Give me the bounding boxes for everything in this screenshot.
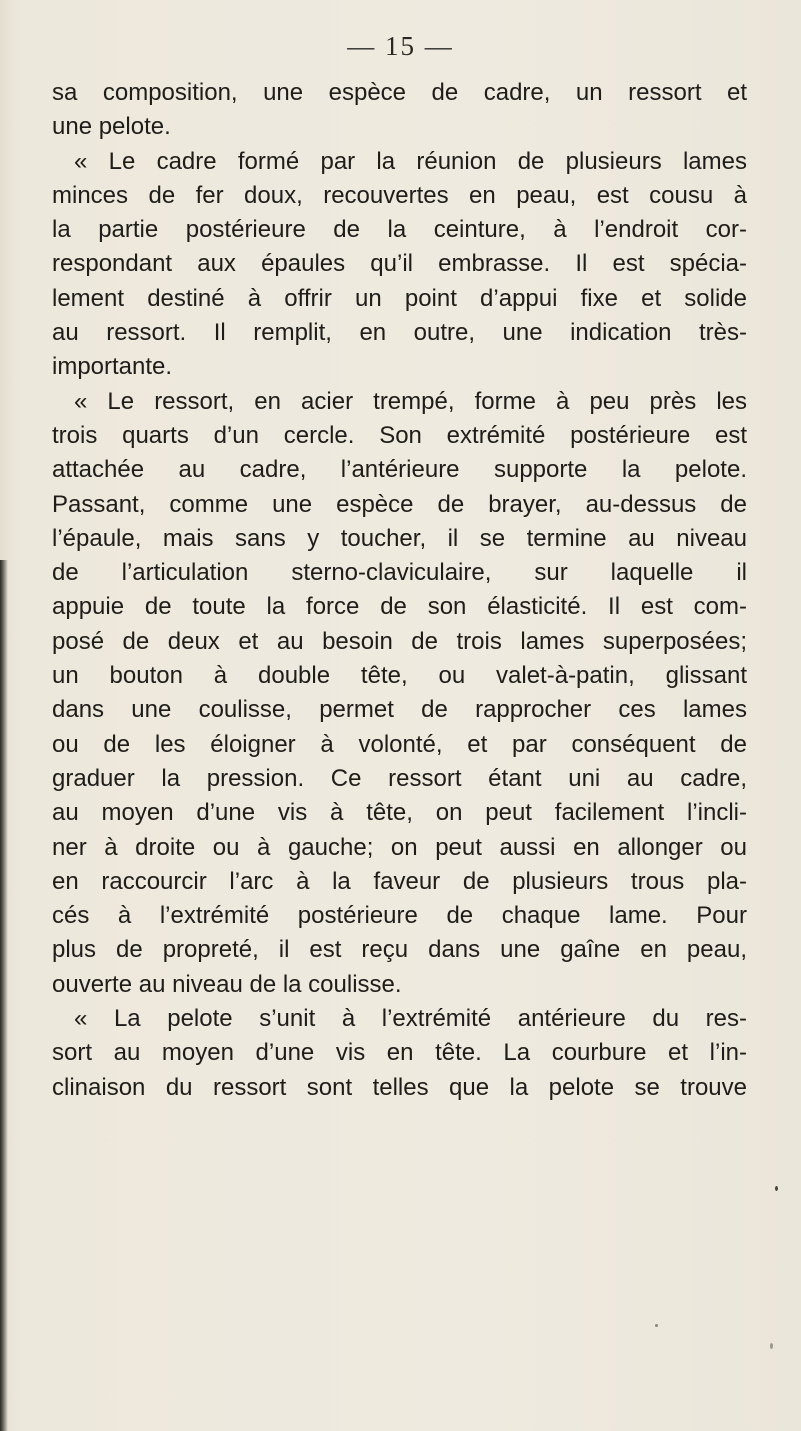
text-line: ou de les éloigner à volonté, et par conséquent de bbox=[52, 730, 747, 758]
text-line: graduer la pression. Ce ressort étant uni au cadre, bbox=[52, 764, 747, 792]
text-line: sa composition, une espèce de cadre, un ressort et bbox=[52, 79, 747, 106]
text-line: lement destiné à offrir un point d’appui fixe et solide bbox=[52, 284, 747, 312]
text-line: trois quarts d’un cercle. Son extrémité postérieure est bbox=[52, 421, 747, 449]
text-line: importante. bbox=[52, 353, 173, 381]
text-line: minces de fer doux, recouvertes en peau, est cousu à bbox=[52, 181, 747, 209]
text-line: sort au moyen d’une vis en tête. La courbure et l’in- bbox=[52, 1039, 747, 1067]
text-line: l’épaule, mais sans y toucher, il se termine au niveau bbox=[52, 524, 747, 552]
page-number: — 15 — bbox=[347, 31, 454, 61]
text-line: un bouton à double tête, ou valet-à-patin, glissant bbox=[52, 662, 747, 690]
page-edge-shadow bbox=[0, 560, 8, 1431]
text-line: « Le cadre formé par la réunion de plusieurs lames bbox=[74, 147, 747, 175]
text-line: plus de propreté, il est reçu dans une gaîne en peau, bbox=[52, 936, 747, 964]
text-line: au moyen d’une vis à tête, on peut facilement l’incli- bbox=[52, 799, 747, 827]
text-line: « Le ressort, en acier trempé, forme à peu près les bbox=[74, 387, 747, 415]
text-line: Passant, comme une espèce de brayer, au-dessus de bbox=[52, 490, 747, 518]
text-line: cés à l’extrémité postérieure de chaque lame. Pour bbox=[52, 902, 747, 930]
text-line: posé de deux et au besoin de trois lames superposées; bbox=[52, 627, 747, 655]
text-line: clinaison du ressort sont telles que la pelote se trouve bbox=[52, 1073, 747, 1101]
paper-speck bbox=[775, 1186, 778, 1191]
text-line: une pelote. bbox=[52, 113, 171, 141]
text-line: « La pelote s’unit à l’extrémité antérieure du res- bbox=[74, 1005, 747, 1033]
text-line: ner à droite ou à gauche; on peut aussi en allonger ou bbox=[52, 833, 747, 861]
paper-speck bbox=[655, 1324, 658, 1327]
text-line: respondant aux épaules qu’il embrasse. Il est spécia- bbox=[52, 250, 747, 278]
paper-speck bbox=[770, 1343, 773, 1349]
text-line: ouverte au niveau de la coulisse. bbox=[52, 970, 402, 998]
text-line: de l’articulation sterno-claviculaire, sur laquelle il bbox=[52, 559, 747, 587]
text-line: attachée au cadre, l’antérieure supporte la pelote. bbox=[52, 456, 747, 484]
text-line: en raccourcir l’arc à la faveur de plusieurs trous pla- bbox=[52, 867, 747, 895]
body-text bbox=[52, 76, 747, 1105]
text-line: dans une coulisse, permet de rapprocher ces lames bbox=[52, 696, 747, 724]
text-line: appuie de toute la force de son élasticité. Il est com- bbox=[52, 593, 747, 621]
text-line: au ressort. Il remplit, en outre, une indication très- bbox=[52, 319, 747, 347]
text-line: la partie postérieure de la ceinture, à l’endroit cor- bbox=[52, 216, 747, 244]
